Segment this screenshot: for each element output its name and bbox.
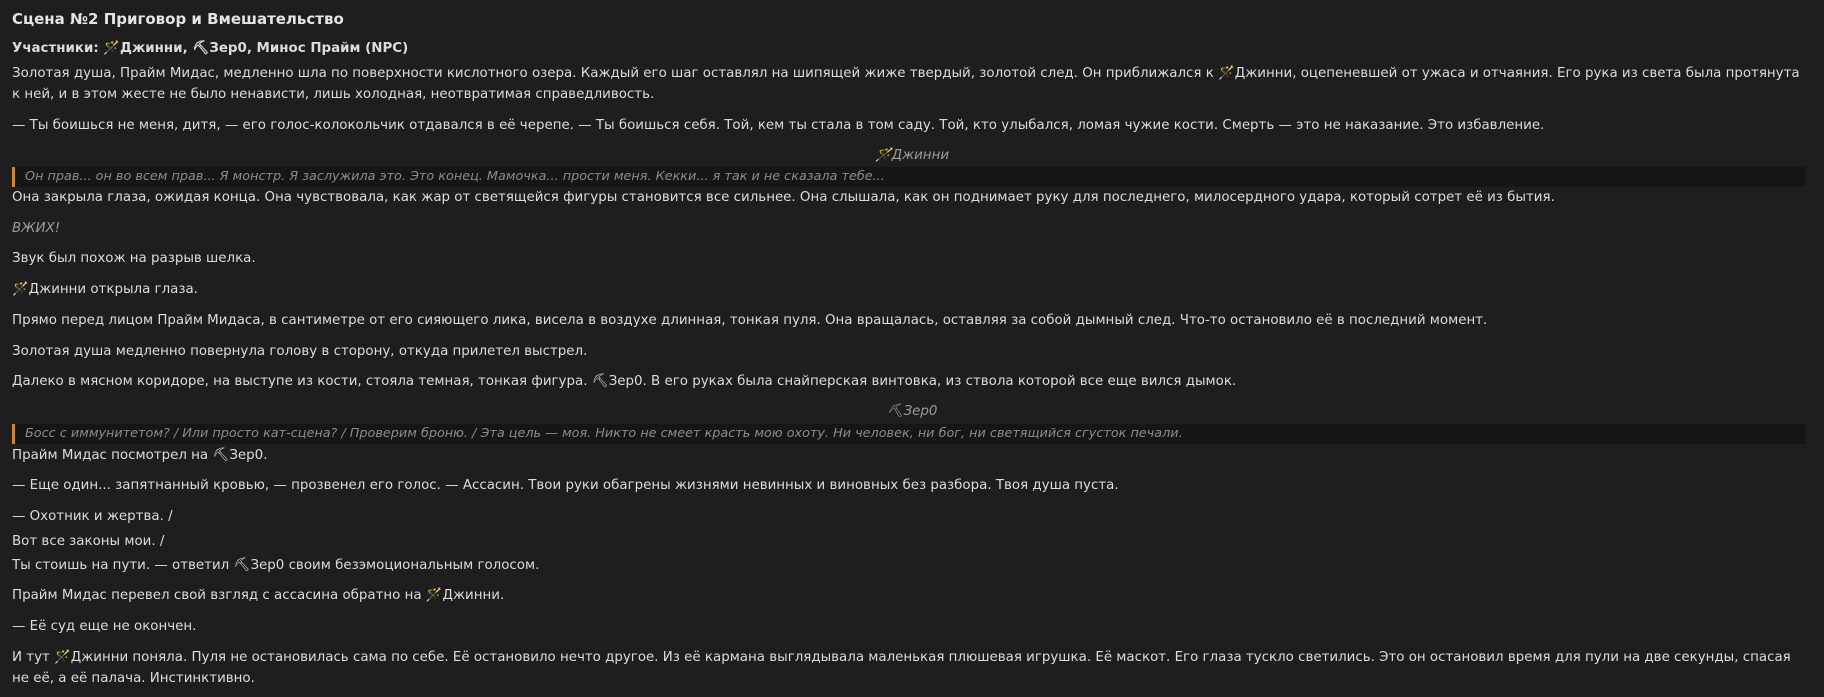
paragraph-15: Прайм Мидас перевел свой взгляд с ассасина обратно на 🪄Джинни. [12,588,505,603]
paragraph-5: Звук был похож на разрыв шелка. [12,251,256,266]
paragraph-7: Прямо перед лицом Прайм Мидаса, в сантиметре от его сияющего лика, висела в воздухе длинная, тонкая пуля. Она вращалась, оставляя за собой дымный след. Что-то остановило её в последний момент. [12,313,1488,328]
paragraph-1: Золотая душа, Прайм Мидас, медленно шла по поверхности кислотного озера. Каждый его шаг оставлял на шипящей жиже твердый, золотой след. Он приближался к 🪄Джинни, оцепеневшей от ужаса и отчаяния. Его рука из света была протянута к ней, и в этом жесте не было ненависти, лишь холодная, неотвратимая справедливость. [12,66,1800,102]
thought-quote-zer0: Босс с иммунитетом? / Или просто кат-сцена? / Проверим броню. / Эта цель — моя. Никто не смеет красть мою охоту. Ни человек, ни бог, ни светящийся сгусток печали. [12,424,1806,444]
speaker-label-jinny: 🪄Джинни [874,148,950,163]
paragraph-8: Золотая душа медленно повернула голову в сторону, откуда прилетел выстрел. [12,344,588,359]
paragraph-10: Прайм Мидас посмотрел на ⛏Зер0. [12,448,268,463]
paragraph-12: — Охотник и жертва. / [12,509,173,524]
paragraph-11: — Еще один... запятнанный кровью, — прозвенел его голос. — Ассасин. Твои руки обагрены жизнями невинных и виновных без разбора. Твоя душа пуста. [12,478,1119,493]
paragraph-9: Далеко в мясном коридоре, на выступе из кости, стояла темная, тонкая фигура. ⛏Зер0. В его руках была снайперская винтовка, из ствола которой все еще вился дымок. [12,374,1237,389]
paragraph-13: Вот все законы мои. / [12,534,165,549]
paragraph-14: Ты стоишь на пути. — ответил ⛏Зер0 своим безэмоциональным голосом. [12,558,540,573]
speaker-label-zer0: ⛏Зер0 [886,404,938,419]
paragraph-6: 🪄Джинни открыла глаза. [12,282,198,297]
participants-line: Участники: 🪄Джинни, ⛏Зер0, Минос Прайм (NPC) [12,41,409,56]
thought-quote-jinny: Он прав... он во всем прав... Я монстр. Я заслужила это. Это конец. Мамочка... прости меня. Кекки... я так и не сказала тебе... [12,167,1806,187]
paragraph-2: — Ты боишься не меня, дитя, — его голос-колокольчик отдавался в её черепе. — Ты боишься себя. Той, кем ты стала в том саду. Той, кто улыбался, ломая чужие кости. Смерть — это не наказание. Это избавление. [12,118,1545,133]
paragraph-3: Она закрыла глаза, ожидая конца. Она чувствовала, как жар от светящейся фигуры становится все сильнее. Она слышала, как он поднимает руку для последнего, милосердного удара, который сотрет её из бытия. [12,190,1555,205]
paragraph-17: И тут 🪄Джинни поняла. Пуля не остановилась сама по себе. Её остановило нечто другое. Из её кармана выглядывала маленькая плюшевая игрушка. Её маскот. Его глаза тускло светились. Это он остановил время для пули на две секунды, спасая не её, а её палача. Инстинктивно. [12,650,1791,686]
paragraph-16: — Её суд еще не окончен. [12,619,197,634]
sound-effect: ВЖИХ! [12,221,61,236]
scene-title: Сцена №2 Приговор и Вмешательство [12,10,344,28]
